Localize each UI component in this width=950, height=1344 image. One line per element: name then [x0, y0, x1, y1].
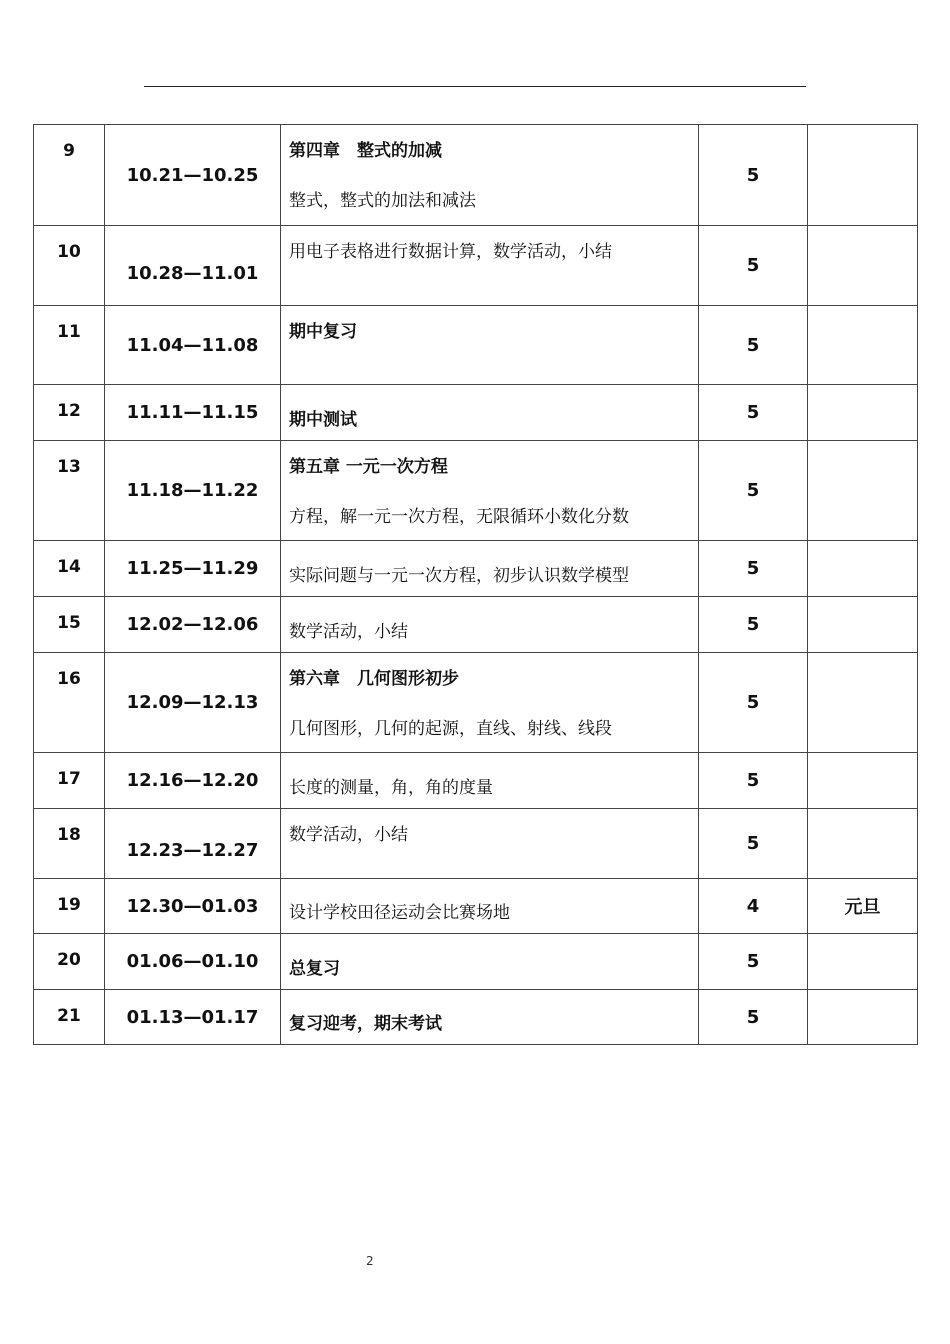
content-cell [281, 385, 699, 441]
teaching-schedule-table [33, 124, 918, 1045]
note [808, 934, 918, 990]
week-number: 20 [34, 934, 105, 990]
date-range: 12.23—12.27 [105, 809, 281, 879]
table-row [34, 809, 918, 879]
date-range: 12.02—12.06 [105, 597, 281, 653]
week-number: 17 [34, 753, 105, 809]
content-desc: 长度的测量，角，角的度量 [289, 777, 493, 798]
table-row [34, 385, 918, 441]
hours: 5 [699, 306, 808, 385]
date-range: 12.16—12.20 [105, 753, 281, 809]
chapter-title: 第六章 几何图形初步 [289, 669, 459, 689]
week-number: 12 [34, 385, 105, 441]
chapter-title: 期中测试 [289, 409, 357, 430]
table-row [34, 653, 918, 753]
date-range: 01.06—01.10 [105, 934, 281, 990]
content-desc: 整式，整式的加法和减法 [289, 191, 476, 211]
content-desc: 用电子表格进行数据计算，数学活动，小结 [289, 242, 612, 262]
note [808, 441, 918, 541]
week-number: 13 [34, 441, 105, 541]
header-rule [144, 86, 806, 87]
note [808, 226, 918, 306]
table-row [34, 934, 918, 990]
date-range: 11.18—11.22 [105, 441, 281, 541]
content-desc: 设计学校田径运动会比赛场地 [289, 903, 510, 923]
content-desc: 方程，解一元一次方程，无限循环小数化分数 [289, 507, 629, 527]
week-number: 10 [34, 226, 105, 306]
chapter-title: 复习迎考，期末考试 [289, 1014, 442, 1034]
table-row [34, 441, 918, 541]
date-range: 12.09—12.13 [105, 653, 281, 753]
content-cell [281, 653, 699, 753]
note [808, 125, 918, 226]
date-range: 11.11—11.15 [105, 385, 281, 441]
content-desc: 几何图形，几何的起源，直线、射线、线段 [289, 719, 612, 739]
content-cell [281, 441, 699, 541]
week-number: 19 [34, 879, 105, 934]
content-cell [281, 306, 699, 385]
date-range: 10.21—10.25 [105, 125, 281, 226]
content-cell [281, 597, 699, 653]
content-cell [281, 541, 699, 597]
holiday-note: 元旦 [808, 879, 918, 934]
date-range: 01.13—01.17 [105, 990, 281, 1045]
table-row [34, 753, 918, 809]
table-row [34, 990, 918, 1045]
content-desc: 数学活动，小结 [289, 825, 408, 845]
chapter-title: 期中复习 [289, 322, 357, 342]
content-desc: 数学活动，小结 [289, 621, 408, 642]
date-range: 11.04—11.08 [105, 306, 281, 385]
hours: 5 [699, 441, 808, 541]
chapter-title: 总复习 [289, 958, 340, 979]
hours: 5 [699, 653, 808, 753]
week-number: 11 [34, 306, 105, 385]
note [808, 597, 918, 653]
note [808, 809, 918, 879]
hours: 5 [699, 541, 808, 597]
note [808, 306, 918, 385]
content-cell [281, 125, 699, 226]
content-cell [281, 753, 699, 809]
week-number: 14 [34, 541, 105, 597]
week-number: 18 [34, 809, 105, 879]
chapter-title: 第四章 整式的加减 [289, 141, 442, 161]
content-cell [281, 226, 699, 306]
week-number: 16 [34, 653, 105, 753]
note [808, 753, 918, 809]
hours: 5 [699, 934, 808, 990]
page-number: 2 [366, 1254, 374, 1268]
date-range: 11.25—11.29 [105, 541, 281, 597]
content-cell [281, 879, 699, 934]
note [808, 990, 918, 1045]
chapter-title: 第五章 一元一次方程 [289, 457, 448, 477]
content-cell [281, 934, 699, 990]
date-range: 12.30—01.03 [105, 879, 281, 934]
hours: 5 [699, 753, 808, 809]
week-number: 9 [34, 125, 105, 226]
table-row [34, 879, 918, 934]
content-cell [281, 809, 699, 879]
note [808, 653, 918, 753]
date-range: 10.28—11.01 [105, 226, 281, 306]
hours: 5 [699, 125, 808, 226]
content-desc: 实际问题与一元一次方程，初步认识数学模型 [289, 565, 629, 586]
note [808, 385, 918, 441]
hours: 5 [699, 990, 808, 1045]
hours: 5 [699, 385, 808, 441]
table-row [34, 125, 918, 226]
table-row [34, 541, 918, 597]
note [808, 541, 918, 597]
table-row [34, 597, 918, 653]
table-row [34, 226, 918, 306]
hours: 4 [699, 879, 808, 934]
hours: 5 [699, 597, 808, 653]
week-number: 15 [34, 597, 105, 653]
hours: 5 [699, 226, 808, 306]
hours: 5 [699, 809, 808, 879]
table-row [34, 306, 918, 385]
week-number: 21 [34, 990, 105, 1045]
content-cell [281, 990, 699, 1045]
